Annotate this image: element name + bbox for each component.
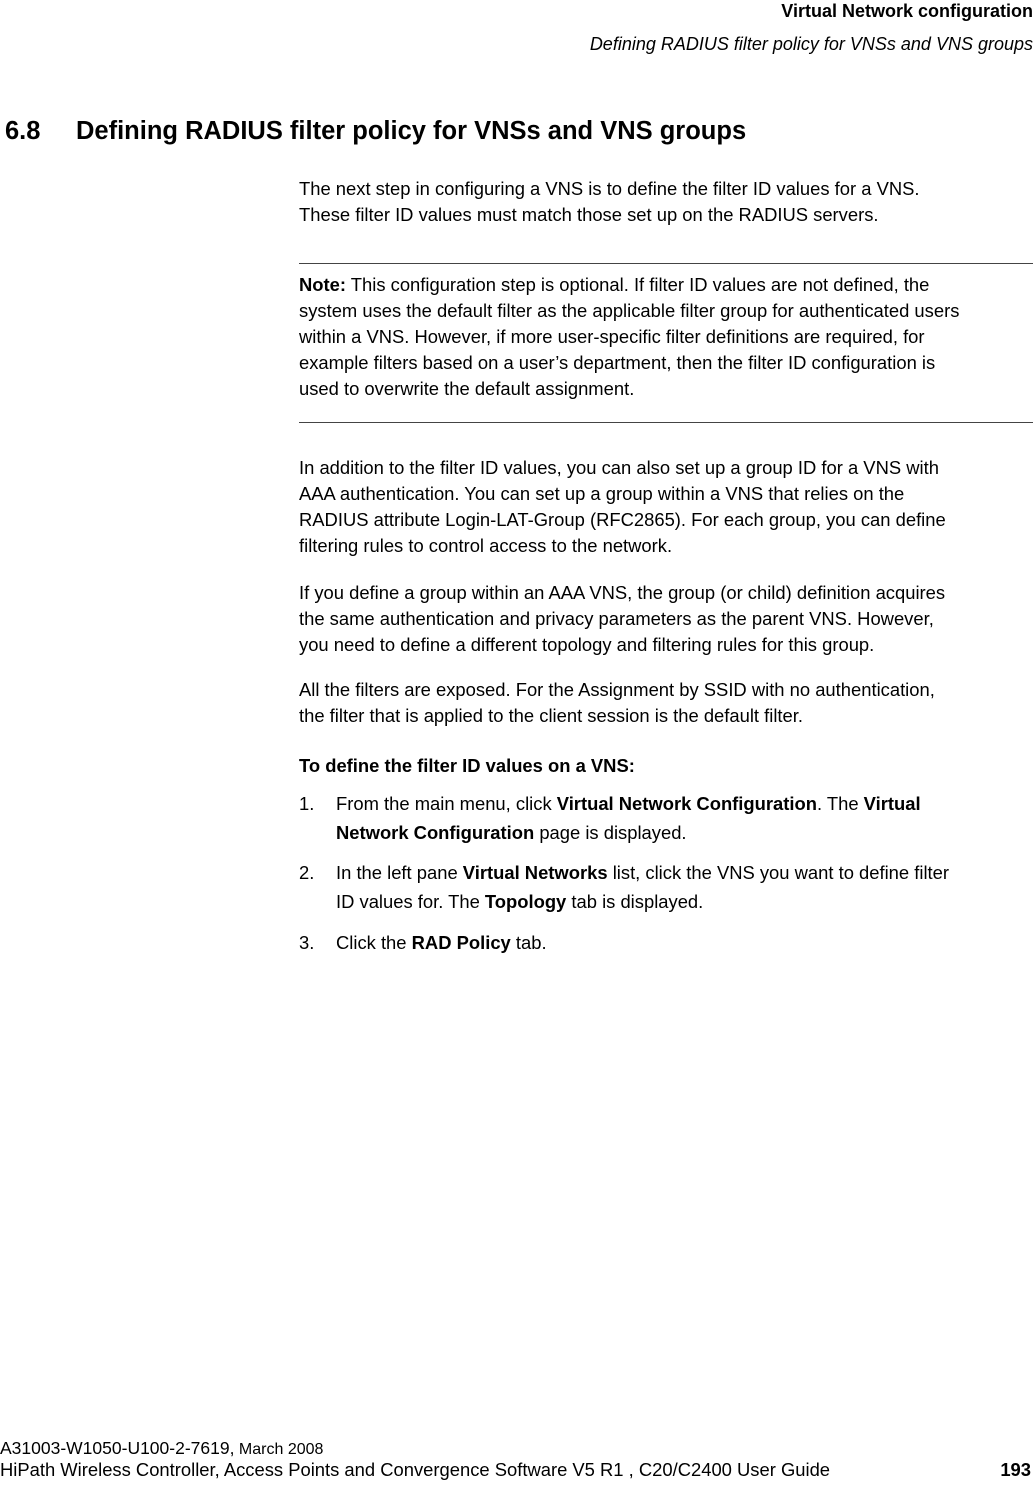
step-text: ID values for. The: [336, 891, 485, 912]
page-number: 193: [1000, 1459, 1031, 1480]
footer-date: March 2008: [234, 1441, 324, 1458]
ui-term: Virtual Network Configuration: [556, 793, 817, 814]
note-line: within a VNS. However, if more user-specific filter definitions are required, for: [299, 326, 925, 347]
section-title: Defining RADIUS filter policy for VNSs and VNS groups: [76, 117, 747, 145]
note-line: example filters based on a user’s department, then the filter ID configuration is: [299, 352, 936, 373]
step-text: In the left pane: [336, 862, 463, 883]
running-header-section: Defining RADIUS filter policy for VNSs and VNS groups: [589, 34, 1033, 54]
intro-line: These filter ID values must match those set up on the RADIUS servers.: [299, 204, 879, 225]
paragraph-line: filtering rules to control access to the network.: [299, 535, 673, 556]
paragraph-line: AAA authentication. You can set up a group within a VNS that relies on the: [299, 483, 905, 504]
step-text: tab.: [510, 932, 547, 953]
running-header-chapter: Virtual Network configuration: [781, 1, 1033, 21]
footer-product-title: HiPath Wireless Controller, Access Points and Convergence Software V5 R1 , C20/C2400 User Guide: [0, 1459, 831, 1480]
step-text: Click the: [336, 932, 412, 953]
intro-line: The next step in configuring a VNS is to define the filter ID values for a VNS.: [299, 178, 920, 199]
note-line: used to overwrite the default assignment.: [299, 378, 635, 399]
procedure-heading: [299, 753, 1035, 779]
paragraph-line: the same authentication and privacy parameters as the parent VNS. However,: [299, 608, 934, 629]
footer-document-id: [0, 1437, 323, 1461]
paragraph-line: RADIUS attribute Login-LAT-Group (RFC2865). For each group, you can define: [299, 509, 946, 530]
ui-term: Virtual Networks: [462, 862, 608, 883]
intro-paragraph: [299, 176, 1035, 228]
paragraph-line: the filter that is applied to the client session is the default filter.: [299, 705, 803, 726]
paragraph-group-id: [299, 455, 1035, 559]
ui-term: Virtual: [863, 793, 921, 814]
paragraph-line: In addition to the filter ID values, you can also set up a group ID for a VNS with: [299, 457, 939, 478]
step-text: list, click the VNS you want to define filter: [607, 862, 949, 883]
note-first-line-text: This configuration step is optional. If filter ID values are not defined, the: [346, 274, 930, 295]
paragraph-line: All the filters are exposed. For the Assignment by SSID with no authentication,: [299, 679, 935, 700]
paragraph-aaa-group: [299, 580, 1035, 658]
procedure-heading-text: To define the filter ID values on a VNS:: [299, 755, 635, 776]
section-number: 6.8: [5, 117, 41, 145]
ui-term: Network Configuration: [336, 822, 535, 843]
note-top-rule: [299, 263, 1033, 264]
note-line: system uses the default filter as the applicable filter group for authenticated users: [299, 300, 960, 321]
section-heading: [5, 115, 746, 147]
paragraph-filters-exposed: [299, 677, 1035, 729]
ui-term: RAD Policy: [411, 932, 511, 953]
step-number: 2.: [299, 862, 315, 883]
paragraph-line: If you define a group within an AAA VNS, the group (or child) definition acquires: [299, 582, 946, 603]
note-bottom-rule: [299, 422, 1033, 423]
step-text: . The: [816, 793, 864, 814]
note-line: [299, 272, 1035, 298]
footer-doc-number: A31003-W1050-U100-2-7619,: [0, 1438, 235, 1458]
step-number: 1.: [299, 793, 315, 814]
paragraph-line: you need to define a different topology and filtering rules for this group.: [299, 634, 875, 655]
ui-term: Topology: [484, 891, 567, 912]
step-text: From the main menu, click: [336, 793, 557, 814]
note-block: [299, 272, 1035, 402]
note-label: Note:: [299, 274, 346, 295]
step-text: page is displayed.: [534, 822, 687, 843]
step-text: tab is displayed.: [566, 891, 704, 912]
step-number: 3.: [299, 932, 315, 953]
